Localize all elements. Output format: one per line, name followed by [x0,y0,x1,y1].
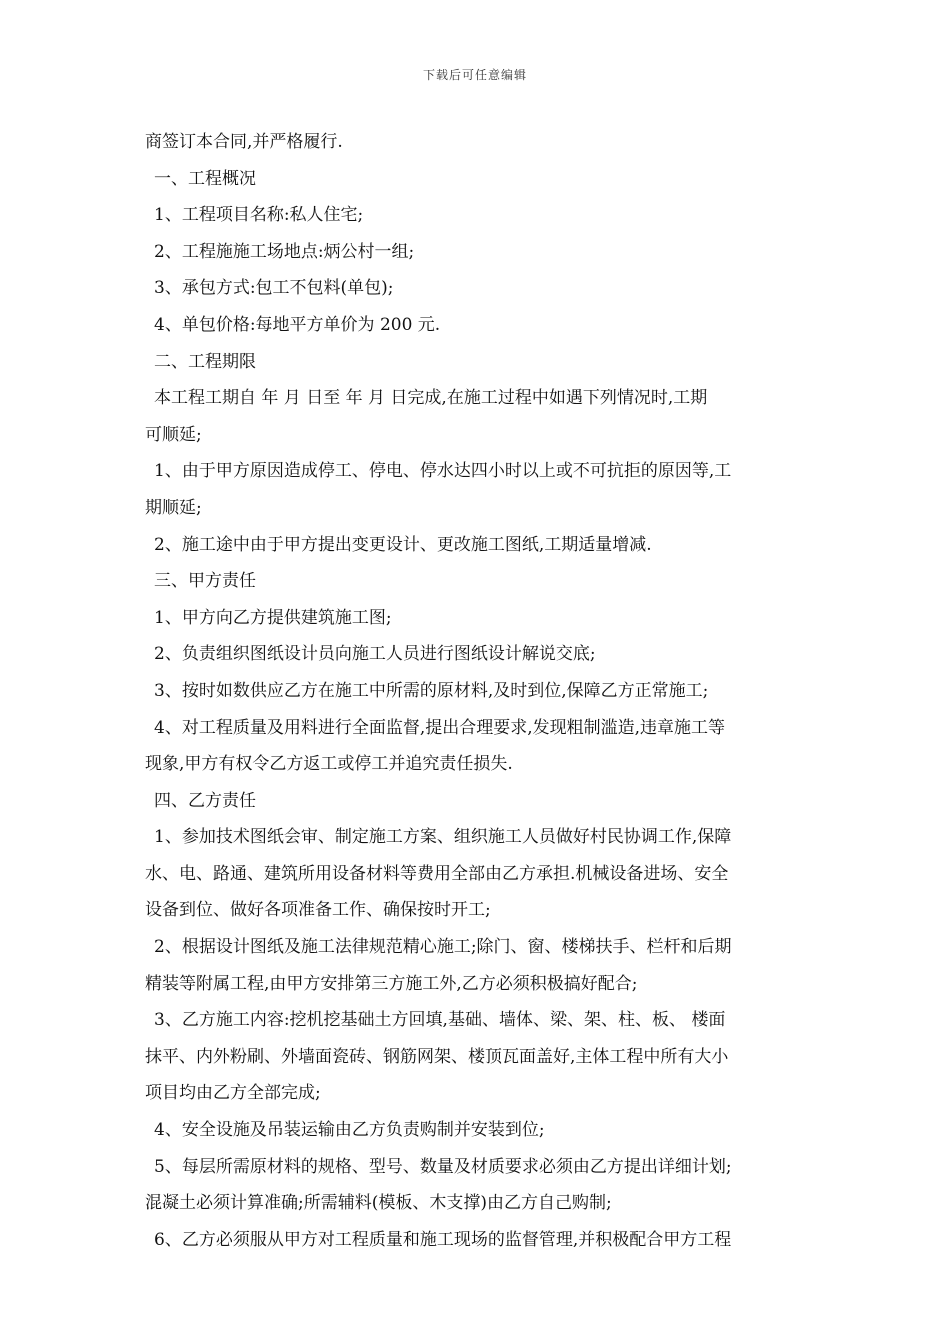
text-line: 2、施工途中由于甲方提出变更设计、更改施工图纸,工期适量增减. [154,534,652,555]
text-line: 二、工程期限 [154,351,256,372]
text-line: 3、承包方式:包工不包料(单包); [154,278,394,299]
text-line: 四、乙方责任 [154,790,256,811]
text-line: 1、甲方向乙方提供建筑施工图; [154,607,392,628]
text-line: 抹平、内外粉刷、外墙面瓷砖、钢筋网架、楼顶瓦面盖好,主体工程中所有大小 [145,1046,729,1067]
text-line: 可顺延; [145,424,202,445]
text-line: 本工程工期自 年 月 日至 年 月 日完成,在施工过程中如遇下列情况时,工期 [154,388,708,409]
text-line: 3、按时如数供应乙方在施工中所需的原材料,及时到位,保障乙方正常施工; [154,680,709,701]
text-line: 2、根据设计图纸及施工法律规范精心施工;除门、窗、楼梯扶手、栏杆和后期 [154,937,732,958]
text-line: 精装等附属工程,由甲方安排第三方施工外,乙方必须积极搞好配合; [145,973,638,994]
page-header: 下载后可任意编辑 [422,68,527,82]
text-line: 现象,甲方有权令乙方返工或停工并追究责任损失. [145,754,513,775]
text-line: 期顺延; [145,497,202,518]
text-line: 2、工程施施工场地点:炳公村一组; [154,241,415,262]
text-line: 三、甲方责任 [154,571,256,592]
text-line: 项目均由乙方全部完成; [145,1083,321,1104]
text-line: 6、乙方必须服从甲方对工程质量和施工现场的监督管理,并积极配合甲方工程 [154,1229,732,1250]
text-line: 2、负责组织图纸设计员向施工人员进行图纸设计解说交底; [154,644,596,665]
document-body [145,124,813,1258]
text-line: 4、安全设施及吊装运输由乙方负责购制并安装到位; [154,1120,545,1141]
text-line: 水、电、路通、建筑所用设备材料等费用全部由乙方承担.机械设备进场、安全 [145,863,729,884]
text-line: 设备到位、做好各项准备工作、确保按时开工; [145,900,491,921]
text-line: 一、工程概况 [154,168,256,189]
text-line: 1、由于甲方原因造成停工、停电、停水达四小时以上或不可抗拒的原因等,工 [154,461,732,482]
text-line: 混凝土必须计算准确;所需辅料(模板、木支撑)由乙方自己购制; [145,1193,612,1214]
text-line: 3、乙方施工内容:挖机挖基础土方回填,基础、墙体、梁、架、柱、板、 楼面 [154,1010,726,1031]
text-line: 商签订本合同,并严格履行. [145,132,343,152]
text-line: 5、每层所需原材料的规格、型号、数量及材质要求必须由乙方提出详细计划; [154,1156,732,1177]
text-line: 1、工程项目名称:私人住宅; [154,205,364,226]
text-line: 4、对工程质量及用料进行全面监督,提出合理要求,发现粗制滥造,违章施工等 [154,717,726,738]
text-line: 4、单包价格:每地平方单价为 200 元. [154,314,441,335]
text-line: 1、参加技术图纸会审、制定施工方案、组织施工人员做好村民协调工作,保障 [154,827,732,848]
